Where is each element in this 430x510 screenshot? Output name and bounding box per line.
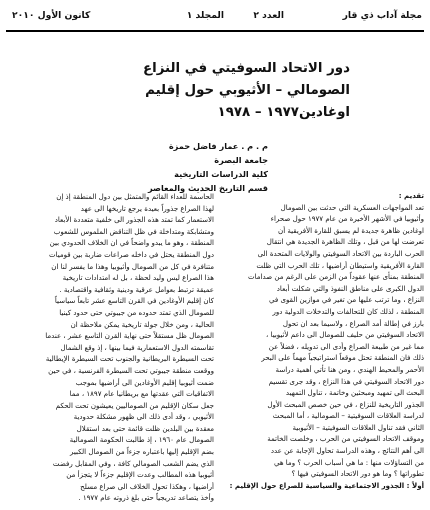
text-line: الى أهم النتائج ، وهذه الدراسة تحاول الإجابة عن عدد bbox=[270, 446, 424, 456]
text-line: أولاً : الجذور الاجتماعية والسياسية للصراع حول الإقليم : bbox=[230, 480, 424, 490]
text-line: هذا الصراع ليس وليد لحظة ، بل له امتدادات تاريخية bbox=[62, 273, 214, 283]
author-university: جامعة البصرة bbox=[214, 155, 268, 165]
article-title bbox=[80, 58, 350, 124]
text-line: الجذور التاريخية للنزاع ، في حين خصص المبحث الأول bbox=[267, 399, 424, 409]
text-line: مما غير من طبيعة الصراع وأدى الى تدويله ، فضلاً عن bbox=[268, 341, 424, 351]
publication-date: كانون الأول ٢٠١٠ bbox=[12, 10, 91, 21]
text-line: الحاسمة للعداء القائم والمتمثل بين دول المنطقة إذ إن bbox=[56, 192, 214, 201]
text-line: تعد المواجهات العسكرية التي حدثت بين الصومال bbox=[280, 202, 424, 212]
text-line: الأثيوبي ، وقد أدى ذلك الى ظهور مشكلة حدودية bbox=[73, 412, 214, 422]
text-line: المنطقة ، لذلك كان للتحالفات والتدخلات الدولية دور bbox=[272, 306, 424, 316]
text-line: وموقف الاتحاد السوفيتي من الحرب ، وخلصت الخاتمة bbox=[267, 434, 424, 444]
running-header bbox=[6, 4, 424, 32]
text-line: للصومال الذي تمتد حدوده من جيبوتي حتى حدود كينيا bbox=[59, 307, 214, 317]
text-line: وأخذ يتصاعد تدريجياً حتى بلغ ذروته عام ١٩٧٧ . bbox=[78, 493, 214, 503]
text-line: عميقة ترتبط بعوامل عرقية ودينية وثقافية واقتصادية . bbox=[59, 284, 214, 294]
text-line: الاتحاد السوفيتي من حليف للصومال الى داعم لأثيوبيا ، bbox=[266, 330, 424, 340]
text-line: ذلك فان المنطقة تحتل موقعاً استراتيجياً مهماً على البحر bbox=[261, 353, 424, 363]
text-line: ووقعت منطقة جيبوتي تحت السيطرة الفرنسية ، في حين bbox=[48, 365, 214, 375]
text-line: الاتفاقيات التي عقدتها مع بريطانيا عام ١٨٩٧ ، مما bbox=[69, 389, 214, 399]
text-line: معقدة بين البلدين ظلت قائمة حتى بعد استقلال bbox=[76, 423, 214, 433]
text-line: بارز في إطالة أمد الصراع ، ولاسيما بعد ان تحول bbox=[282, 318, 424, 328]
title-line: دور الاتحاد السوفيتي في النزاع bbox=[142, 61, 350, 76]
text-line: اوغادين ظاهرة جديدة لم يسبق للقارة الأفريقية أن bbox=[278, 225, 424, 235]
text-line: أثيوبيا هذه المطالب وعدت الإقليم جزءاً لا يتجزأ من bbox=[66, 470, 214, 480]
text-line: لهذا الصراع جذوراً بعيدة يرجع تاريخها الى عهد bbox=[80, 203, 214, 213]
author-college: كلية الدراسات التاريخية bbox=[174, 169, 268, 179]
text-line: الأحمر والمحيط الهندي ، ومن هنا تأتي أهمية دراسة bbox=[275, 364, 424, 374]
issue-number: العدد ٢ bbox=[253, 10, 284, 21]
author-department: قسم التاريخ الحديث والمعاصر bbox=[147, 183, 268, 193]
text-line: ومتشابكة ومتداخلة في ظل التناقض الملموس للشعوب bbox=[53, 226, 214, 236]
text-line: كان إقليم الأوغادين في القرن التاسع عشر تابعاً سياسياً bbox=[54, 296, 214, 306]
text-line: أراضيها ، وهكذا تحول الخلاف الى صراع مسلح bbox=[80, 481, 214, 491]
text-line: الذي يضم الشعب الصومالي كافة ، وفي المقابل رفضت bbox=[52, 458, 214, 468]
text-line: القارة الأفريقية واستيطان أراضيها ، تلك الحرب التي ظلت bbox=[256, 260, 424, 270]
author-name: م . م . عمار فاضل حمزة bbox=[168, 141, 268, 151]
text-line: دول المنطقة يحتل في داخله صراعات ضاربة بين قوميات bbox=[48, 249, 214, 259]
text-line: تقديم : bbox=[398, 191, 424, 200]
text-line: الصومال ظل مستقلاً حتى نهاية القرن التاسع عشر ، عندما bbox=[45, 331, 214, 341]
text-line: جعل سكان الإقليم من الصوماليين يعيشون تحت الحكم bbox=[55, 400, 214, 410]
text-line: الحرب الباردة بين الاتحاد السوفيتي والولايات المتحدة الى bbox=[257, 248, 424, 258]
text-line: المنطقة ، وهو ما يبدو واضحاً في ان الخلاف الحدودي بين bbox=[49, 238, 214, 248]
text-line: تحت السيطرة البريطانية والجنوب تحت السيطرة الإيطالية bbox=[45, 354, 214, 364]
title-line: اوغادين١٩٧٧ – ١٩٧٨ bbox=[217, 105, 350, 120]
volume-number: المجلد ١ bbox=[186, 10, 224, 21]
text-line: تعرضت لها من قبل ، وتلك الظاهرة الجديدة هي انتقال bbox=[266, 237, 424, 247]
text-line: الدول الكبرى على مناطق النفوذ والتي شكلت أبعاد bbox=[276, 283, 424, 293]
text-line: وأثيوبيا في الأشهر الأخيرة من عام ١٩٧٧ حول صحراء bbox=[270, 214, 424, 224]
text-line: من التساؤلات منها : ما هي أسباب الحرب ؟ وما هي bbox=[273, 457, 424, 467]
title-line: الصومالي – الأثيوبي حول إقليم bbox=[145, 83, 350, 98]
text-line: الصومال عام ١٩٦٠ ، إذ طالبت الحكومة الصومالية bbox=[69, 435, 214, 445]
author-info bbox=[146, 139, 268, 195]
text-line: الحالية ، ومن خلال جولة تاريخية يمكن ملاحظة ان bbox=[70, 319, 214, 329]
text-line: متنافرة في كل من الصومال وأثيوبيا وهذا ما يفسر لنا ان bbox=[51, 261, 214, 271]
text-line: دور الاتحاد السوفيتي في هذا النزاع ، وقد جرى تقسيم bbox=[268, 376, 424, 386]
text-line: الثاني فقد تناول العلاقات السوفيتية – الأثيوبية bbox=[292, 422, 424, 432]
journal-name: مجلة آداب ذي قار bbox=[342, 10, 422, 21]
text-line: تقاسمته الدول الاستعمارية فيما بينها ، إذ وقع الشمال bbox=[60, 342, 214, 352]
text-line: الاستعمار كما تمتد هذه الجذور الى خلفية متعددة الأبعاد bbox=[54, 215, 214, 225]
text-line: لدراسة العلاقات السوفيتية – الصومالية ، أما المبحث bbox=[272, 411, 424, 421]
text-line: المنطقة بمنأى عنها عقوداً من الزمن على الرغم من صدامات bbox=[247, 272, 424, 282]
body-column-left bbox=[8, 191, 214, 504]
text-line: بضم الإقليم إليها باعتباره جزءاً من الصومال الكبير bbox=[69, 447, 214, 457]
text-line: النزاع ، وما ترتب عليها من تغير في موازين القوى في bbox=[269, 295, 424, 305]
text-line: ضمت أثيوبيا إقليم الأوغادين الى أراضيها بموجب bbox=[75, 377, 214, 387]
text-line: البحث الى تمهيد ومبحثين وخاتمة ، تناول التمهيد bbox=[285, 388, 424, 398]
text-line: تطوراتها ؟ وما هو دور الاتحاد السوفيتي فيها ؟ bbox=[291, 469, 424, 479]
body-column-right bbox=[230, 190, 424, 491]
